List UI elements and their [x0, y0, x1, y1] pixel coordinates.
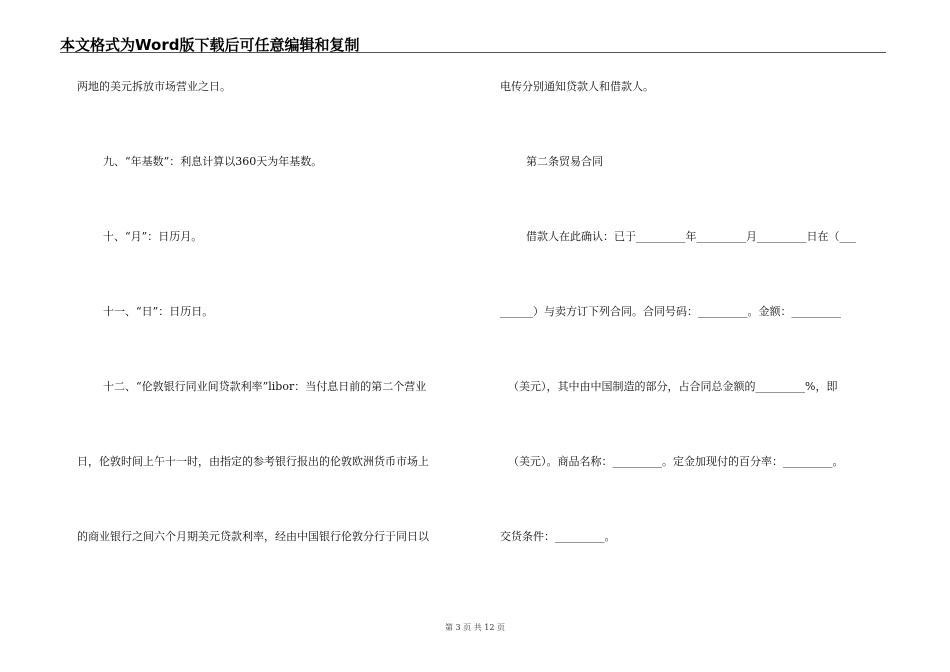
left-line-2: 九、“年基数”：利息计算以360天为年基数。	[103, 155, 323, 168]
right-line-3: 借款人在此确认：已于_________年_________月_________日在（___	[526, 230, 856, 243]
right-line-6: （美元）。商品名称：_________。定金加现付的百分率：_________。	[508, 455, 844, 468]
left-line-3: 十、“月”：日历月。	[103, 230, 203, 243]
left-line-4: 十一、“日”：日历日。	[103, 305, 214, 318]
page-header-title: 本文格式为Word版下载后可任意编辑和复制	[60, 36, 360, 54]
header-divider	[60, 52, 886, 53]
page-number-footer: 第 3 页 共 12 页	[445, 623, 505, 632]
left-line-6: 日，伦敦时间上午十一时，由指定的参考银行报出的伦敦欧洲货币市场上	[77, 455, 429, 468]
right-line-5: （美元），其中由中国制造的部分，占合同总金额的_________%，即	[508, 380, 838, 393]
left-line-5: 十二、“伦敦银行同业间贷款利率”libor：当付息日前的第二个营业	[103, 380, 427, 393]
left-line-1: 两地的美元拆放市场营业之日。	[77, 80, 231, 93]
right-line-2: 第二条贸易合同	[526, 155, 603, 168]
left-line-7: 的商业银行之间六个月期美元贷款利率，经由中国银行伦敦分行于同日以	[77, 530, 429, 543]
right-line-4: ______）与卖方订下列合同。合同号码：_________。金额：_________	[500, 305, 841, 318]
right-line-7: 交货条件：_________。	[500, 530, 616, 543]
right-line-1: 电传分别通知贷款人和借款人。	[500, 80, 654, 93]
